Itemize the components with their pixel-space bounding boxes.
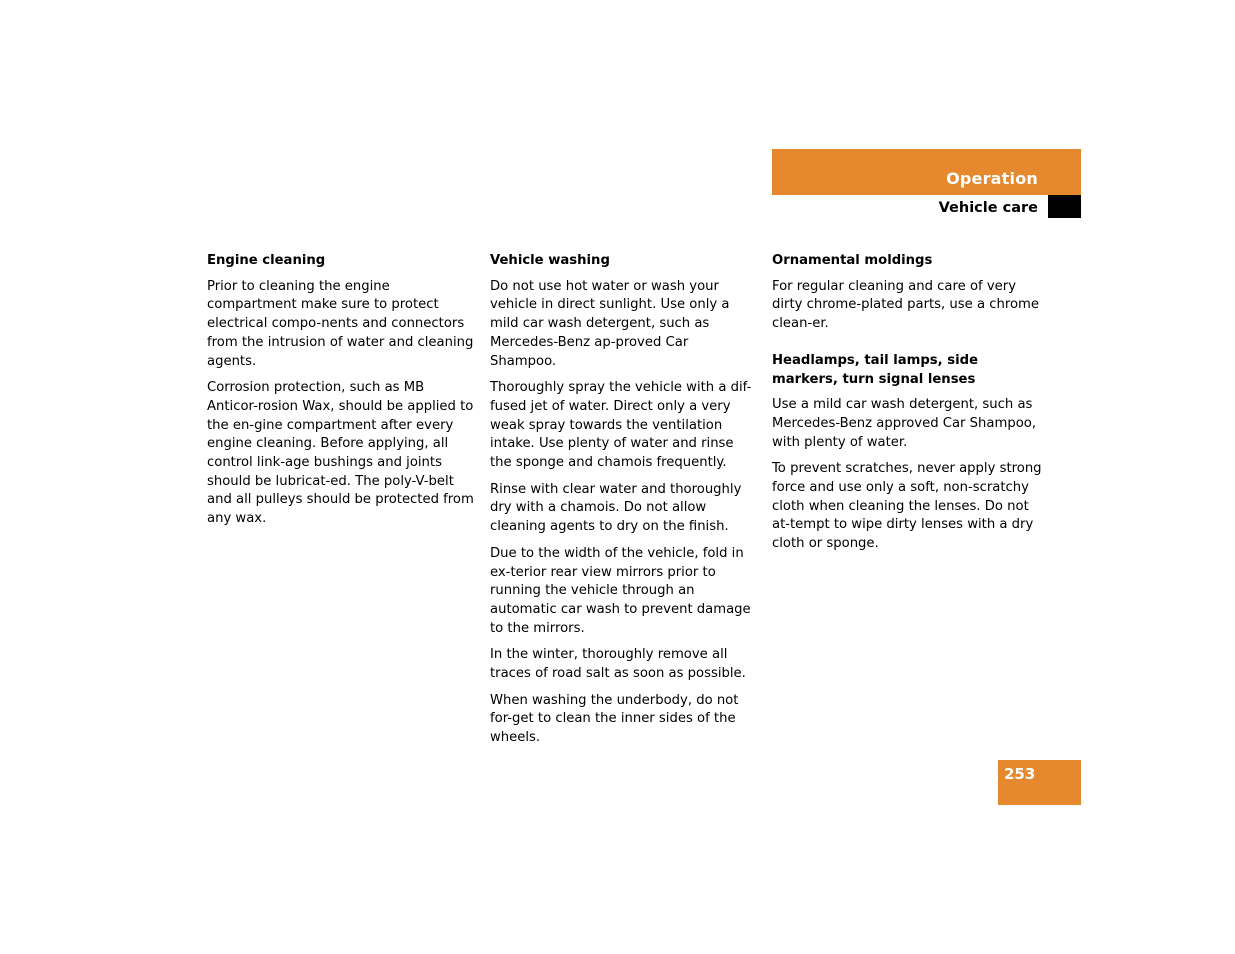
section-marker-block [1048, 195, 1081, 218]
paragraph: Prior to cleaning the engine compartment make sure to protect electrical compo-nents and connectors from the intrusion of water and cleaning agents. [207, 278, 474, 369]
paragraph: To prevent scratches, never apply strong force and use only a soft, non-scratchy cloth when cleaning the lenses. Do not at-tempt to wipe dirty lenses with a dry cloth or sponge. [772, 461, 1042, 552]
column-vehicle-washing [490, 252, 758, 756]
paragraph: Corrosion protection, such as MB Anticor-rosion Wax, should be applied to the en-gine compartment after every engine cleaning. Before applying, all control link-age bushings and joints should be lubricat-ed. The poly-V-belt and all pulleys should be protected from any wax. [207, 380, 474, 527]
heading-engine-cleaning: Engine cleaning [207, 253, 326, 268]
paragraph: For regular cleaning and care of very dirty chrome-plated parts, use a chrome clean-er. [772, 278, 1039, 332]
heading-vehicle-washing: Vehicle washing [490, 253, 610, 268]
column-moldings-lamps [772, 252, 1042, 562]
paragraph: In the winter, thoroughly remove all traces of road salt as soon as possible. [490, 647, 746, 682]
paragraph: Rinse with clear water and thoroughly dry with a chamois. Do not allow cleaning agents to dry on the finish. [490, 481, 742, 535]
paragraph: Due to the width of the vehicle, fold in ex-terior rear view mirrors prior to running the vehicle through an automatic car wash to prevent damage to the mirrors. [490, 545, 751, 636]
chapter-title: Operation [946, 169, 1038, 188]
section-title: Vehicle care [938, 200, 1038, 216]
paragraph: When washing the underbody, do not for-get to clean the inner sides of the wheels. [490, 692, 739, 746]
page-number-badge [998, 760, 1081, 805]
page-number: 253 [1004, 765, 1036, 783]
paragraph: Do not use hot water or wash your vehicle in direct sunlight. Use only a mild car wash detergent, such as Mercedes-Benz ap-proved Car Shampoo. [490, 278, 730, 369]
heading-headlamps-lenses: Headlamps, tail lamps, side markers, turn signal lenses [772, 352, 979, 387]
paragraph: Use a mild car wash detergent, such as Mercedes-Benz approved Car Shampoo, with plenty of water. [772, 397, 1037, 450]
paragraph: Thoroughly spray the vehicle with a dif-fused jet of water. Direct only a very weak spray towards the ventilation intake. Use plenty of water and rinse the sponge and chamois frequently. [490, 380, 752, 471]
column-engine-cleaning [207, 252, 475, 537]
heading-ornamental-moldings: Ornamental moldings [772, 253, 933, 268]
chapter-header-band [772, 149, 1081, 195]
